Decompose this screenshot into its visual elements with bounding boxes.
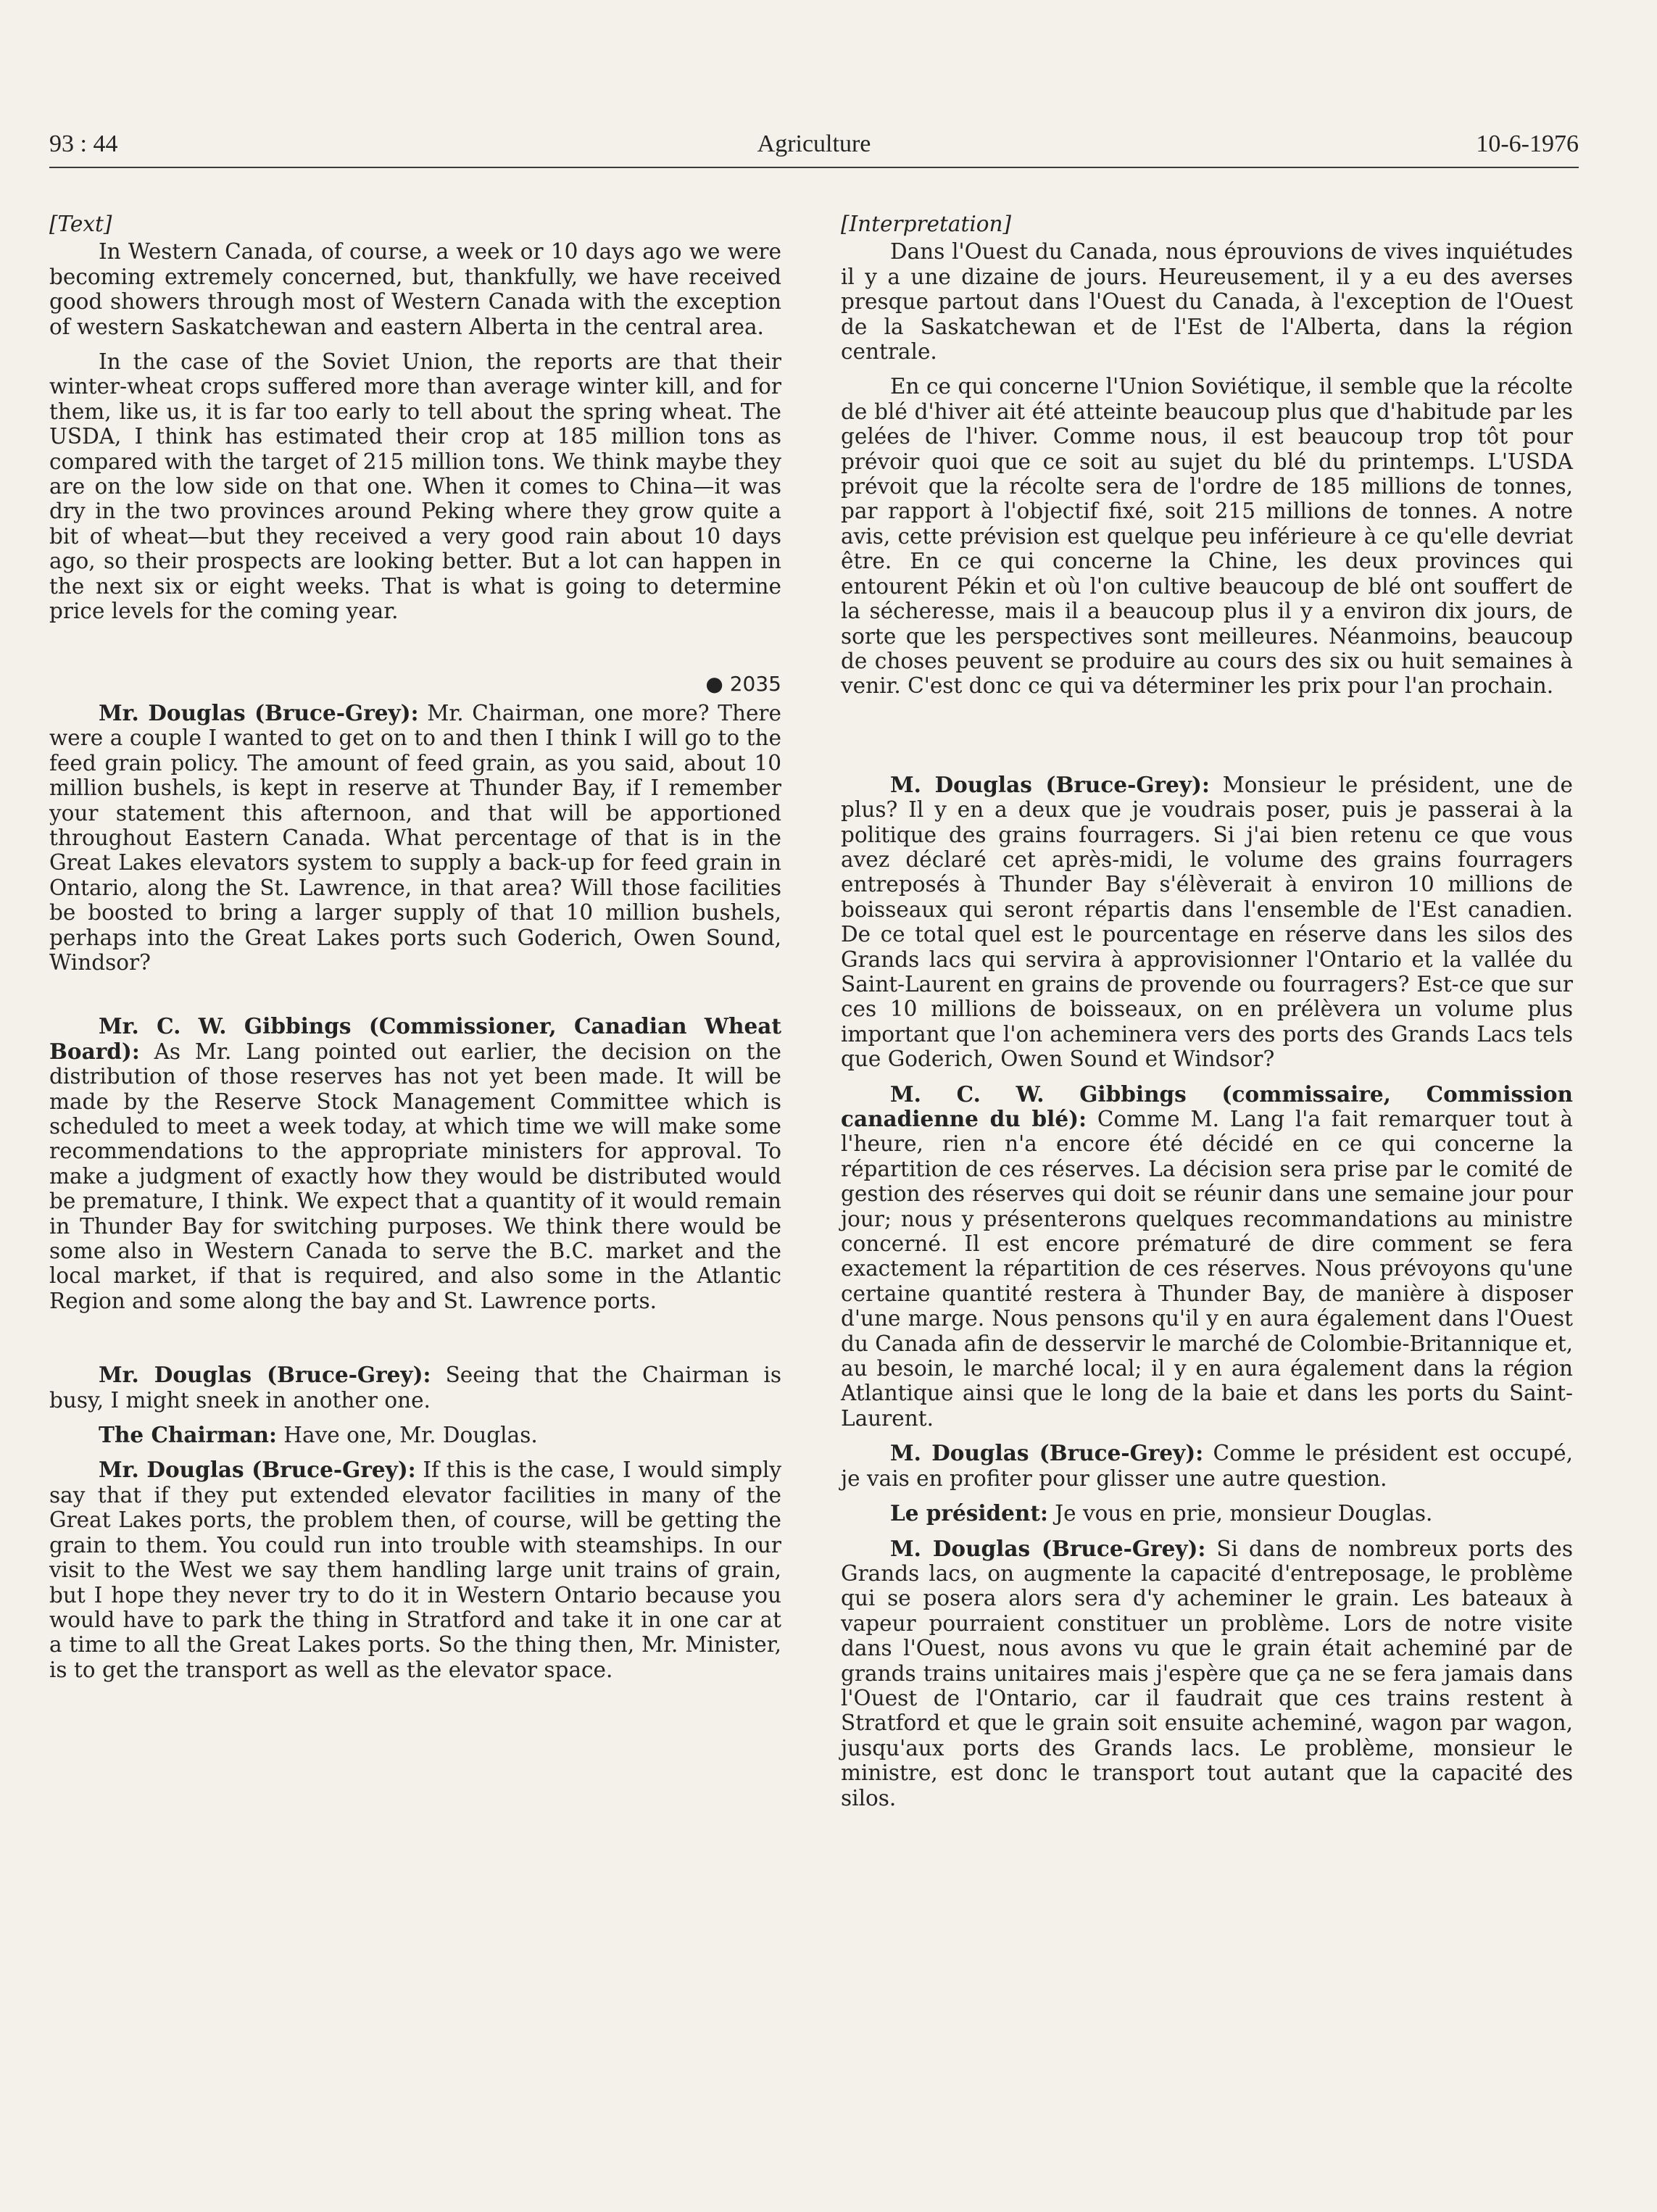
speaker-name: Mr. Douglas (Bruce-Grey): (99, 1457, 416, 1483)
paragraph (841, 1537, 1573, 1810)
speaker-name: M. C. W. Gibbings (commissaire, Commission canadienne du blé): (841, 1081, 1573, 1131)
speech-text: Mr. Chairman, one more? There were a couple I wanted to get on to and then I think I will go to the feed grain policy. The amount of feed grain, as you said, about 10 million bushels, is kept in reserve at Thunder Bay, if I remember your statement this afternoon, and that will be apportioned throughout Eastern Canada. What percentage of that is in the Great Lakes elevators system to supply a back-up for feed grain in Ontario, along the St. Lawrence, in that area? Will those facilities be boosted to bring a larger supply of that 10 million bushels, perhaps into the Great Lakes ports such Goderich, Owen Sound, Windsor? (49, 700, 781, 975)
speech-text: Je vous en prie, monsieur Douglas. (1047, 1501, 1433, 1526)
paragraph (49, 1423, 781, 1447)
speech-text: Comme le président est occupé, je vais en profiter pour glisser une autre question. (841, 1441, 1573, 1491)
speaker-name: M. Douglas (Bruce-Grey): (890, 1535, 1206, 1561)
paragraph (49, 1363, 781, 1413)
speaker-name: The Chairman: (99, 1422, 277, 1448)
paragraph: In Western Canada, of course, a week or 10 days ago we were becoming extremely concerned, but, thankfully, we have received good showers through most of Western Canada with the exception of western Saskatchewan and eastern Alberta in the central area. (49, 239, 781, 339)
speech-text: If this is the case, I would simply say that if they put extended elevator facilities in many of the Great Lakes ports, the problem then, of course, will be getting the grain to them. You could run into trouble with steamships. In our visit to the West we say them handling large unit trains of grain, but I hope they never try to do it in Western Ontario because you would have to park the thing in Stratford and take it in one car at a time to all the Great Lakes ports. So the thing then, Mr. Minister, is to get the transport as well as the elevator space. (49, 1458, 782, 1682)
column-label: [Interpretation] (841, 212, 1012, 236)
english-column (49, 212, 781, 1692)
header-title: Agriculture (757, 130, 871, 157)
time-marker: ● 2035 (705, 671, 781, 696)
speaker-name: Mr. Douglas (Bruce-Grey): (99, 1362, 431, 1388)
paragraph (841, 1082, 1573, 1431)
page-reference: 93 : 44 (49, 130, 118, 157)
paragraph (841, 1441, 1573, 1491)
speech-text: Si dans de nombreux ports des Grands lacs, on augmente la capacité d'entreposage, le problème qui se posera alors sera d'y acheminer le grain. Les bateaux à vapeur pourraient constituer un problème. Lors de notre visite dans l'Ouest, nous avons vu que le grain était acheminé par de grands trains unitaires mais j'espère que ça ne se fera jamais dans l'Ouest de l'Ontario, car il faudrait que ces trains restent à Stratford et que le grain soit ensuite acheminé, wagon par wagon, jusqu'aux ports des Grands lacs. Le problème, monsieur le ministre, est donc le transport tout autant que la capacité des silos. (841, 1536, 1573, 1810)
paragraph (49, 701, 781, 975)
paragraph: In the case of the Soviet Union, the reports are that their winter-wheat crops suffered more than average winter kill, and for them, like us, it is far too early to tell about the spring wheat. The USDA, I think has estimated their crop at 185 million tons as compared with the target of 215 million tons. We think maybe they are on the low side on that one. When it comes to China—it was dry in the two provinces around Peking where they grow quite a bit of wheat—but they received a very good rain about 10 days ago, so their prospects are looking better. But a lot can happen in the next six or eight weeks. That is what is going to determine price levels for the coming year. (49, 349, 781, 624)
paragraph: En ce qui concerne l'Union Soviétique, il semble que la récolte de blé d'hiver ait été atteinte beaucoup plus que d'habitude par les gelées de l'hiver. Comme nous, il est beaucoup trop tôt pour prévoir quoi que ce soit au sujet du blé du printemps. L'USDA prévoit que la récolte sera de l'ordre de 185 millions de tonnes, par rapport à l'objectif fixé, soit 215 millions de tonnes. A notre avis, cette prévision est quelque peu inférieure à ce qu'elle devriat être. En ce qui concerne la Chine, les deux provinces qui entourent Pékin et où l'on cultive beaucoup de blé ont souffert de la sécheresse, mais il a beaucoup plus il y a environ dix jours, de sorte que les perspectives sont meilleures. Néanmoins, beaucoup de choses peuvent se produire au cours des six ou huit semaines à venir. C'est donc ce qui va déterminer les prix pour l'an prochain. (841, 374, 1573, 699)
paragraph (49, 1458, 781, 1682)
speaker-name: Mr. C. W. Gibbings (Commissioner, Canadian Wheat Board): (49, 1013, 781, 1064)
speech-text: Have one, Mr. Douglas. (276, 1423, 538, 1448)
spacer (49, 985, 781, 1014)
speech-text: As Mr. Lang pointed out earlier, the decision on the distribution of those reserves has not yet been made. It will be made by the Reserve Stock Management Committee which is scheduled to meet a week today, at which time we will make some recommendations to the appropriate ministers for approval. To make a judgment of exactly how they would be distributed would be premature, I think. We expect that a quantity of it would remain in Thunder Bay for switching purposes. We think there would be some also in Western Canada to serve the B.C. market and the local market, if that is required, and also some in the Atlantic Region and some along the bay and St. Lawrence ports. (49, 1039, 781, 1313)
speaker-name: M. Douglas (Bruce-Grey): (890, 771, 1210, 797)
paragraph: Dans l'Ouest du Canada, nous éprouvions de vives inquiétudes il y a une dizaine de jours. Heureusement, il y a eu des averses presque partout dans l'Ouest du Canada, à l'exception de l'Ouest de la Saskatchewan et de l'Est de l'Alberta, dans la région centrale. (841, 239, 1573, 365)
french-column (841, 212, 1573, 1821)
paragraph (49, 1014, 781, 1313)
header-date: 10-6-1976 (1476, 130, 1579, 157)
speaker-name: M. Douglas (Bruce-Grey): (890, 1440, 1204, 1466)
spacer (841, 709, 1573, 773)
speaker-name: Le président: (890, 1500, 1048, 1526)
column-label: [Text] (49, 212, 112, 236)
speaker-name: Mr. Douglas (Bruce-Grey): (99, 699, 419, 725)
spacer (49, 1323, 781, 1363)
paragraph (841, 1501, 1573, 1526)
speech-text: Comme M. Lang l'a fait remarquer tout à l'heure, rien n'a encore été décidé en ce qui concerne la répartition de ces réserves. La décision sera prise par le comité de gestion des réserves qui doit se réunir dans une semaine jour pour jour; nous y présenterons quelques recommandations au ministre concerné. Il est encore prématuré de dire comment se fera exactement la répartition de ces réserves. Nous prévoyons qu'une certaine quantité restera à Thunder Bay, de manière à disposer d'une marge. Nous pensons qu'il y en aura également dans l'Ouest du Canada afin de desservir le marché de Colombie-Britannique et, au besoin, le marché local; il y en aura également dans la région Atlantique ainsi que le long de la baie et dans les ports du Saint-Laurent. (841, 1107, 1573, 1431)
paragraph (841, 773, 1573, 1072)
page-header (49, 126, 1579, 168)
speech-text: Seeing that the Chairman is busy, I might sneek in another one. (49, 1363, 781, 1413)
speech-text: Monsieur le président, une de plus? Il y en a deux que je voudrais poser, puis je passerai à la politique des grains fourragers. Si j'ai bien retenu ce que vous avez déclaré cet après-midi, le volume des grains fourragers entreposés à Thunder Bay s'élèverait à environ 10 millions de boisseaux qui seront répartis dans l'ensemble de l'Est canadien. De ce total quel est le pourcentage en réserve dans les silos des Grands lacs qui servira à approvisionner l'Ontario et la vallée du Saint-Laurent en grains de provende ou fourragers? Est-ce que sur ces 10 millions de boisseaux, on en prélèvera un volume plus important que l'on acheminera vers des ports des Grands Lacs tels que Goderich, Owen Sound et Windsor? (841, 772, 1573, 1072)
